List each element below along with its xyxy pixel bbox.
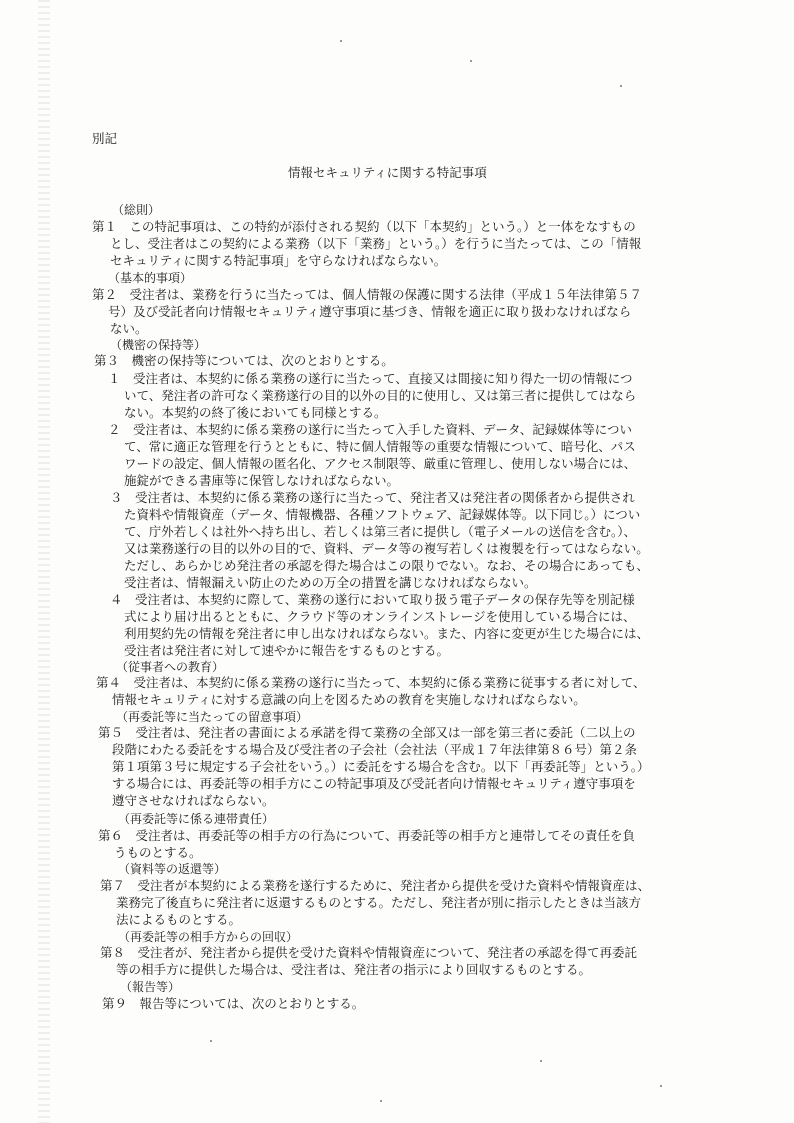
scan-speck	[340, 40, 342, 42]
article-3-item-3-line-6: 受注者は、情報漏えい防止のための万全の措置を講じなければならない。	[124, 575, 537, 590]
article-3-item-1-line-1: １ 受注者は、本契約に係る業務の遂行に当たって、直接又は間接に知り得た一切の情報につ	[108, 371, 633, 386]
article-1-line-3: セキュリティに関する特記事項」を守らなければならない。	[110, 253, 447, 268]
scan-speck	[380, 1100, 382, 1102]
article-3-item-4-line-2: 式により届け出るとともに、クラウド等のオンラインストレージを使用している場合には、	[124, 609, 636, 624]
section-heading: （再委託等の相手方からの回収）	[118, 930, 299, 944]
article-4-line-1: 第４ 受注者は、本契約に係る業務の遂行に当たって、本契約に係る業務に従事する者に対して、	[96, 675, 646, 690]
article-4-line-2: 情報セキュリティに対する意識の向上を図るための教育を実施しなければならない。	[112, 692, 586, 707]
article-5-line-3: 第１項第３号に規定する子会社をいう。）に委託をする場合を含む。以下「再委託等」という。）	[112, 759, 650, 774]
article-6-line-1: 第６ 受注者は、再委託等の相手方の行為について、再委託等の相手方と連帯してその責任を負	[98, 828, 636, 843]
scan-edge-shadow	[38, 0, 50, 1123]
document-label: 別記	[92, 131, 118, 146]
article-5-line-4: する場合には、再委託等の相手方にこの特記事項及び受託者向け情報セキュリティ遵守事項を	[112, 776, 636, 791]
article-3-item-3-line-1: ３ 受注者は、本契約に係る業務の遂行に当たって、発注者又は発注者の関係者から提供され	[110, 490, 635, 505]
article-7-line-2: 業務完了後直ちに発注者に返還するものとする。ただし、発注者が別に指示したときは当該方	[116, 895, 642, 910]
article-3-item-4-line-3: 利用契約先の情報を発注者に申し出なければならない。また、内容に変更が生じた場合には、	[124, 626, 650, 641]
article-2-line-3: ない。	[110, 321, 148, 336]
article-1-line-1: 第１ この特記事項は、この特約が添付される契約（以下「本契約」という。）と一体をなすもの	[92, 219, 636, 234]
article-3-item-3-line-3: て、庁外若しくは社外へ持ち出し、若しくは第三者に提供し（電子メールの送信を含む。）、	[124, 524, 637, 539]
article-3-item-4-line-4: 受注者は発注者に対して速やかに報告をするものとする。	[124, 643, 450, 658]
scan-speck	[660, 1085, 662, 1087]
article-3-item-3-line-4: 又は業務遂行の目的以外の目的で、資料、データ等の複写若しくは複製を行ってはならない。	[124, 541, 649, 556]
article-6-line-2: うものとする。	[114, 845, 202, 860]
document-title: 情報セキュリティに関する特記事項	[288, 165, 487, 180]
section-heading: （再委託等に当たっての留意事項）	[116, 710, 309, 724]
article-3-item-2-line-4: 施錠ができる書庫等に保管しなければならない。	[124, 473, 400, 488]
article-5-line-2: 段階にわたる委託をする場合及び受注者の子会社（会社法（平成１７年法律第８６号）第２条	[112, 742, 638, 757]
article-8-line-1: 第８ 受注者が、発注者から提供を受けた資料や情報資産について、発注者の承認を得て再委託	[100, 945, 638, 960]
article-5-line-1: 第５ 受注者は、発注者の書面による承諾を得て業務の全部又は一部を第三者に委託（二以上の	[98, 725, 636, 740]
section-heading: （従事者への教育）	[116, 660, 225, 674]
scan-speck	[540, 1060, 542, 1062]
section-heading: （資料等の返還等）	[118, 862, 227, 876]
article-3-item-3-line-2: た資料や情報資産（データ、情報機器、各種ソフトウェア、記録媒体等。以下同じ。）につい	[124, 507, 641, 522]
section-heading: （基本的事項）	[108, 271, 193, 285]
scan-speck	[620, 85, 622, 87]
article-1-line-2: とし、受注者はこの契約による業務（以下「業務」という。）を行うに当たっては、この「情報	[110, 236, 642, 251]
article-2-line-1: 第２ 受注者は、業務を行うに当たっては、個人情報の保護に関する法律（平成１５年法律第５７	[92, 287, 643, 302]
article-3-item-1-line-3: ない。本契約の終了後においても同様とする。	[124, 405, 387, 420]
article-5-line-5: 遵守させなければならない。	[112, 793, 275, 808]
article-7-line-3: 法によるものとする。	[116, 912, 242, 927]
article-3-item-3-line-5: ただし、あらかじめ発注者の承認を得た場合はこの限りでない。なお、その場合にあっても、	[124, 558, 649, 573]
article-3-item-1-line-2: いて、発注者の許可なく業務遂行の目的以外の目的に使用し、又は第三者に提供してはなら	[124, 388, 637, 403]
article-3-line-1: 第３ 機密の保持等については、次のとおりとする。	[94, 353, 394, 368]
article-3-item-2-line-1: ２ 受注者は、本契約に係る業務の遂行に当たって入手した資料、データ、記録媒体等につい	[108, 422, 633, 437]
scan-speck	[470, 60, 472, 62]
article-3-item-4-line-1: ４ 受注者は、本契約に際して、業務の遂行において取り扱う電子データの保存先等を別記様	[110, 592, 635, 607]
article-9-line-1: 第９ 報告等については、次のとおりとする。	[102, 996, 365, 1011]
section-heading: （再委託等に係る連帯責任）	[118, 812, 275, 826]
article-2-line-2: 号）及び受託者向け情報セキュリティ遵守事項に基づき、情報を適正に取り扱わなければなら	[108, 304, 632, 319]
scan-speck	[210, 1040, 212, 1042]
section-heading: （総則）	[112, 203, 161, 217]
article-3-item-2-line-3: ワードの設定、個人情報の匿名化、アクセス制限等、厳重に管理し、使用しない場合には、	[124, 456, 637, 471]
article-7-line-1: 第７ 受注者が本契約による業務を遂行するために、発注者から提供を受けた資料や情報資産は、	[100, 878, 651, 893]
section-heading: （報告等）	[120, 980, 181, 994]
article-8-line-2: 等の相手方に提供した場合は、受注者は、発注者の指示により回収するものとする。	[116, 962, 592, 977]
article-3-item-2-line-2: て、常に適正な管理を行うとともに、特に個人情報等の重要な情報について、暗号化、パス	[124, 439, 636, 454]
section-heading: （機密の保持等）	[110, 338, 207, 352]
